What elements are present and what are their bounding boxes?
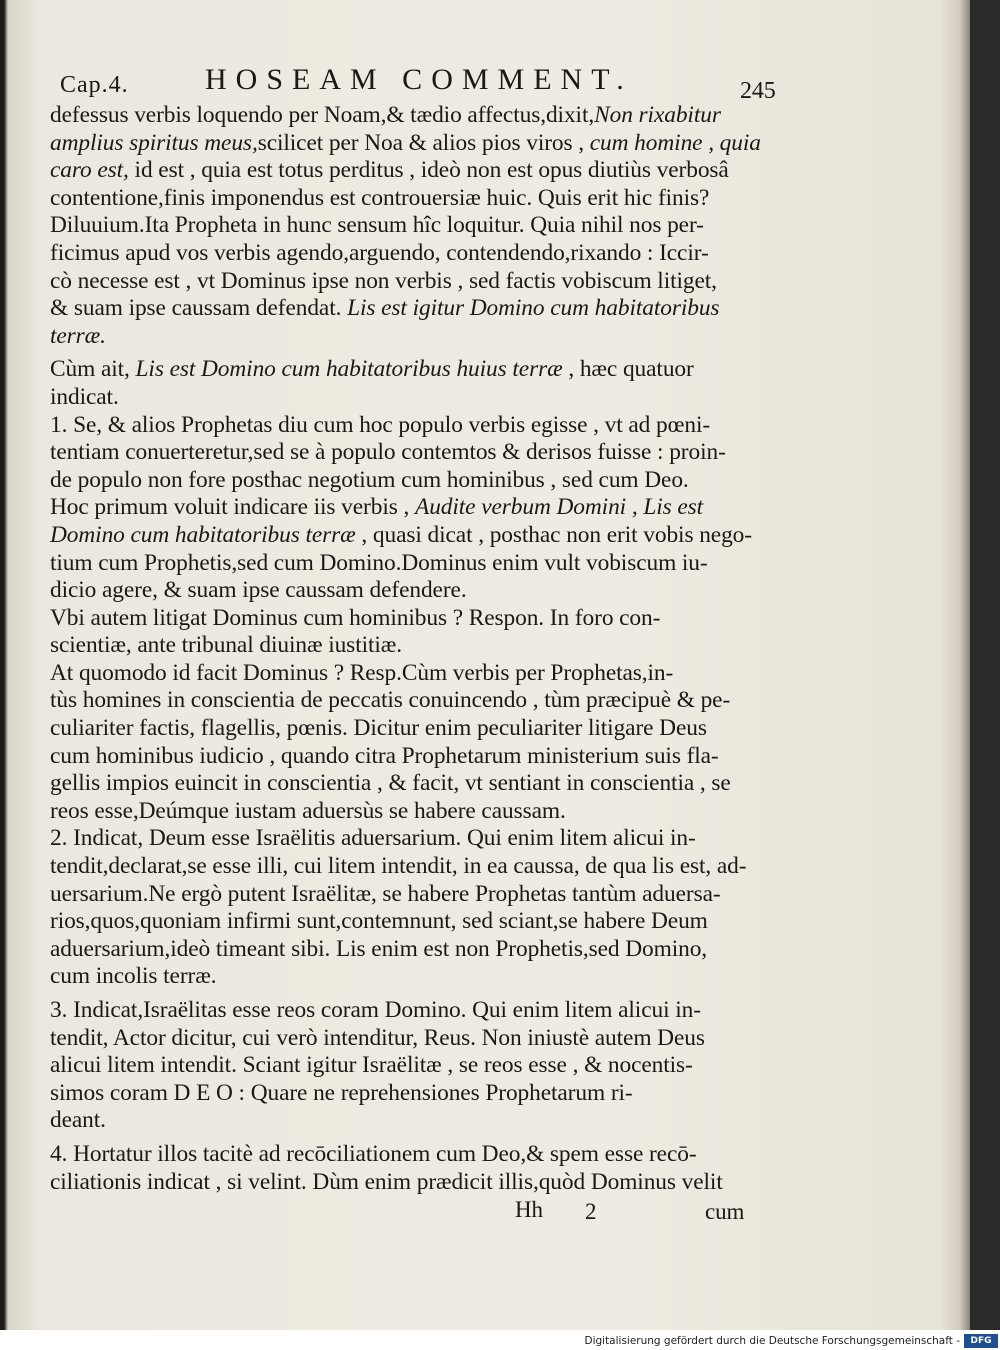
- italic-text-run: Audite verbum Domini , Lis est: [415, 494, 704, 521]
- text-line: [50, 715, 785, 743]
- text-run: gellis impios euincit in conscientia , & facit, vt sentiant in conscientia , se: [50, 770, 731, 797]
- text-run: culiariter factis, flagellis, pœnis. Dicitur enim peculiariter litigare Deus: [50, 715, 707, 742]
- text-line: [50, 295, 785, 323]
- italic-text-run: cum homine , quia: [589, 129, 761, 156]
- text-line: [50, 936, 785, 964]
- text-line: [50, 1169, 785, 1197]
- text-line: [50, 632, 785, 660]
- text-line: [50, 157, 785, 185]
- text-run: Diluuium.Ita Propheta in hunc sensum hîc loquitur. Quia nihil nos per-: [50, 212, 704, 239]
- text-line: [50, 997, 785, 1025]
- text-run: At quomodo id facit Dominus ? Resp.Cùm verbis per Prophetas,in-: [50, 659, 674, 686]
- italic-text-run: amplius spiritus meus,: [50, 129, 258, 156]
- text-line: [50, 212, 785, 240]
- italic-text-run: Lis est igitur Domino cum habitatoribus: [347, 295, 720, 322]
- running-header: [50, 62, 785, 102]
- text-run: 4. Hortatur illos tacitè ad recōciliationem cum Deo,& spem esse recō-: [50, 1140, 697, 1167]
- text-run: Hoc primum voluit indicare iis verbis ,: [50, 494, 415, 521]
- text-line: [50, 825, 785, 853]
- scan-edge: [960, 0, 1000, 1330]
- text-line: [50, 384, 785, 412]
- text-run: reos esse,Deúmque iustam aduersùs se habere caussam.: [50, 797, 566, 824]
- text-line: [50, 687, 785, 715]
- text-run: , hæc quatuor: [562, 356, 694, 383]
- text-run: Vbi autem litigat Dominus cum hominibus ? Respon. In foro con-: [50, 604, 661, 631]
- text-run: cò necesse est , vt Dominus ipse non verbis , sed factis vobiscum litiget,: [50, 267, 717, 294]
- text-run: tendit, Actor dicitur, cui verò intenditur, Reus. Non iniustè autem Deus: [50, 1024, 705, 1051]
- text-line: [50, 268, 785, 296]
- italic-text-run: Non rixabitur: [594, 102, 721, 128]
- text-run: scilicet per Noa & alios pios viros ,: [257, 129, 590, 156]
- italic-text-run: terræ.: [50, 322, 106, 349]
- text-line: [50, 798, 785, 826]
- text-run: cum hominibus iudicio , quando citra Prophetarum ministerium suis fla-: [50, 742, 719, 769]
- signature-number: 2: [585, 1199, 597, 1225]
- text-run: 3. Indicat,Israëlitas esse reos coram Domino. Qui enim litem alicui in-: [50, 997, 701, 1023]
- text-line: [50, 881, 785, 909]
- italic-text-run: Lis est Domino cum habitatoribus huius terræ: [135, 356, 563, 383]
- text-line: [50, 356, 785, 384]
- signature-mark: Hh: [515, 1197, 543, 1223]
- dfg-logo: DFG: [964, 1334, 998, 1348]
- text-line: [50, 1025, 785, 1053]
- text-line: [50, 577, 785, 605]
- signature-line: [50, 1196, 785, 1224]
- text-line: [50, 1141, 785, 1169]
- text-run: & suam ipse caussam defendat.: [50, 295, 348, 322]
- text-line: [50, 323, 785, 351]
- text-run: 2. Indicat, Deum esse Israëlitis aduersarium. Qui enim litem alicui in-: [50, 825, 696, 852]
- footer-credit: Digitalisierung gefördert durch die Deutsche Forschungsgemeinschaft -: [584, 1335, 960, 1347]
- digitization-footer: [0, 1333, 1000, 1350]
- text-run: indicat.: [50, 383, 119, 410]
- text-line: [50, 467, 785, 495]
- text-run: scientiæ, ante tribunal diuinæ iustitiæ.: [50, 632, 403, 659]
- text-run: defessus verbis loquendo per Noam,& tædio affectus,dixit,: [50, 102, 595, 128]
- text-run: de populo non fore posthac negotium cum hominibus , sed cum Deo.: [50, 466, 689, 493]
- text-run: rios,quos,quoniam infirmi sunt,contemnunt, sed sciant,se habere Deum: [50, 908, 708, 935]
- text-line: [50, 660, 785, 688]
- text-line: [50, 743, 785, 771]
- text-line: [50, 102, 785, 130]
- text-run: tendit,declarat,se esse illi, cui litem intendit, in ea caussa, de qua lis est, ad-: [50, 853, 747, 880]
- text-line: [50, 412, 785, 440]
- text-line: [50, 1107, 785, 1135]
- text-run: tium cum Prophetis,sed cum Domino.Dominus enim vult vobiscum iu-: [50, 549, 708, 576]
- text-line: [50, 853, 785, 881]
- body-text: [50, 102, 785, 1196]
- text-line: [50, 494, 785, 522]
- text-line: [50, 522, 785, 550]
- text-run: deant.: [50, 1107, 106, 1134]
- text-run: ficimus apud vos verbis agendo,arguendo, contendendo,rixando : Iccir-: [50, 239, 709, 266]
- text-run: tentiam conuerteretur,sed se à populo contemtos & derisos fuisse : proin-: [50, 439, 726, 466]
- text-run: , quasi dicat , posthac non erit vobis nego-: [355, 521, 752, 548]
- text-run: ciliationis indicat , si velint. Dùm enim prædicit illis,quòd Dominus velit: [50, 1168, 723, 1195]
- text-line: [50, 908, 785, 936]
- chapter-label: Cap.4.: [60, 72, 129, 98]
- text-line: [50, 439, 785, 467]
- text-line: [50, 1052, 785, 1080]
- text-run: Cùm ait,: [50, 356, 136, 383]
- text-line: [50, 130, 785, 158]
- text-run: dicio agere, & suam ipse caussam defendere.: [50, 577, 467, 604]
- italic-text-run: Domino cum habitatoribus terræ: [50, 521, 356, 548]
- italic-text-run: caro est,: [50, 157, 129, 184]
- text-run: id est , quia est totus perditus , ideò non est opus diutiùs verbosâ: [128, 157, 729, 184]
- text-line: [50, 550, 785, 578]
- text-line: [50, 963, 785, 991]
- text-run: contentione,finis imponendus est controuersiæ huic. Quis erit hic finis?: [50, 184, 710, 211]
- text-run: cum incolis terræ.: [50, 963, 217, 990]
- text-run: simos coram D E O : Quare ne reprehensiones Prophetarum ri-: [50, 1079, 633, 1106]
- text-run: tùs homines in conscientia de peccatis conuincendo , tùm præcipuè & pe-: [50, 687, 731, 714]
- text-run: aduersarium,ideò timeant sibi. Lis enim est non Prophetis,sed Domino,: [50, 935, 708, 962]
- text-line: [50, 770, 785, 798]
- book-page: [50, 62, 785, 1224]
- text-line: [50, 605, 785, 633]
- text-line: [50, 185, 785, 213]
- text-run: uersarium.Ne ergò putent Israëlitæ, se habere Prophetas tantùm aduersa-: [50, 880, 721, 907]
- text-run: 1. Se, & alios Prophetas diu cum hoc populo verbis egisse , vt ad pœni-: [50, 411, 711, 438]
- running-title: HOSEAM COMMENT.: [205, 63, 633, 96]
- text-line: [50, 1080, 785, 1108]
- text-line: [50, 240, 785, 268]
- catchword: cum: [705, 1199, 745, 1225]
- text-run: alicui litem intendit. Sciant igitur Israëlitæ , se reos esse , & nocentis-: [50, 1052, 693, 1079]
- page-number: 245: [740, 78, 776, 104]
